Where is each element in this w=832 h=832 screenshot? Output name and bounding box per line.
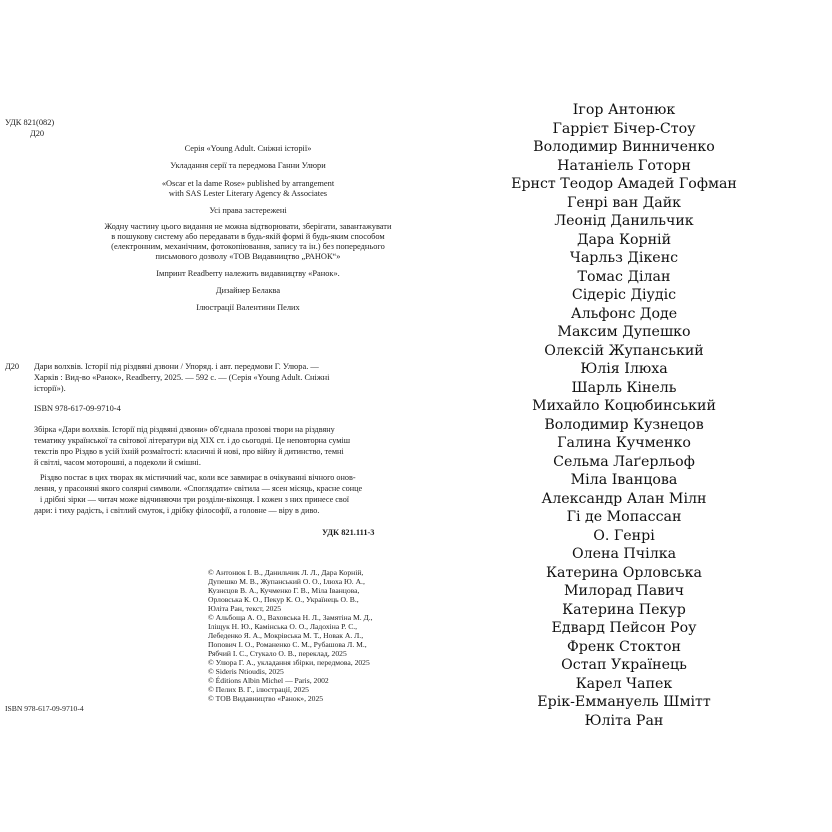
credit-line: © Альбоща А. О., Ваховська Н. Л., Замятіна М. Д., xyxy=(208,613,373,622)
annotation-line: Різдво постає в цих творах як містичний час, коли все завмирає в очікуванні вічного онов- xyxy=(40,473,356,482)
compiler-line: Укладання серії та передмова Ганни Улюри xyxy=(170,161,326,170)
catalog-line: історії»). xyxy=(34,384,66,393)
author-name: Михайло Коцюбинський xyxy=(532,398,716,414)
copyright-line: письмового дозволу «ТОВ Видавництво „РАНОК“» xyxy=(155,252,341,261)
series-line: Серія «Young Adult. Сніжні історії» xyxy=(184,144,312,153)
author-name: Сельма Лаґерльоф xyxy=(553,453,695,470)
credit-line: © Éditions Albin Michel — Paris, 2002 xyxy=(208,676,329,685)
credit-line: Рябчий І. С., Стукало О. В., переклад, 2025 xyxy=(208,649,347,658)
annotation-line: Збірка «Дари волхвів. Історії під різдвяні дзвони» об'єднала прозові твори на різдвяну xyxy=(34,425,335,434)
udc-bottom: УДК 821.111-3 xyxy=(322,528,375,537)
author-name: Міла Іванцова xyxy=(570,472,678,488)
credit-line: Лебеденко Я. А., Мокрівська М. Т., Новак А. Л., xyxy=(208,631,364,640)
author-name: Максим Дупешко xyxy=(557,324,691,340)
credit-line: Дупешко М. В., Жупанський О. О., Ілюха Ю. А., xyxy=(208,577,365,586)
isbn-line: ISBN 978-617-09-9710-4 xyxy=(34,404,121,413)
author-name: Генрі ван Дайк xyxy=(566,194,682,211)
credit-line: © Пелих В. Г., ілюстрації, 2025 xyxy=(208,685,309,694)
annotation-line: і дрібні зірки — читач може відчиняючи три розділи-віконця. І кожен з них принесе свої xyxy=(40,495,350,504)
isbn-bottom: ISBN 978-617-09-9710-4 xyxy=(5,704,84,713)
annotation-line: лення, у прасоняні якого солярні символи. «Споглядати» світила — ясен місяць, красне сонце xyxy=(34,484,363,493)
author-sign: Д20 xyxy=(5,362,20,371)
illustrations-line: Ілюстрації Валентини Пелих xyxy=(196,303,300,312)
author-name: Ерік-Еммануель Шмітт xyxy=(537,694,711,710)
author-name: Гі де Мопассан xyxy=(566,509,682,525)
author-name: Леонід Данильчик xyxy=(554,213,694,229)
author-name: Едвард Пейсон Роу xyxy=(551,620,697,636)
credit-line: Попович І. О., Романенко С. М., Рубашова Л. М., xyxy=(208,640,367,649)
author-name: Александр Алан Мілн xyxy=(541,490,707,507)
copyright-line: в пошукову систему або передавати в будь-якій формі й будь-яким способом xyxy=(111,232,385,241)
author-name: Сідеріс Діудіс xyxy=(571,287,677,303)
right-page xyxy=(416,0,832,832)
annotation-line: й світлі, часом моторошні, а подеколи й смішні. xyxy=(34,458,201,467)
author-name: Олексій Жупанський xyxy=(544,342,704,359)
author-name: Альфонс Доде xyxy=(570,305,678,322)
author-list xyxy=(416,101,832,730)
author-name: О. Генрі xyxy=(593,527,655,544)
author-name: Натаніель Готорн xyxy=(557,157,691,174)
rights-line: Усі права застережені xyxy=(209,206,287,215)
author-name: Катерина Орловська xyxy=(546,564,702,581)
catalog-line: Дари волхвів. Історії під різдвяні дзвони / Упоряд. і авт. передмови Г. Улюра. — xyxy=(34,362,319,371)
udc-top: УДК 821(082) xyxy=(5,118,55,127)
author-name: Гаррієт Бічер-Стоу xyxy=(552,120,696,137)
oscar-line-2: with SAS Lester Literary Agency & Associates xyxy=(168,189,328,198)
author-name: Ігор Антонюк xyxy=(572,102,676,118)
author-name: Френк Стоктон xyxy=(566,638,682,655)
credit-line: © Антонюк І. В., Данильчик Л. Л., Дара Корній, xyxy=(208,568,364,577)
credit-line: Іліщук Н. Ю., Камінська О. О., Ладохіна Р. С., xyxy=(208,622,358,631)
oscar-line-1: «Oscar et la dame Rose» published by arrangement xyxy=(161,179,335,188)
credit-line: © Улюра Г. А., укладання збірки, передмова, 2025 xyxy=(208,658,370,667)
author-name: Катерина Пекур xyxy=(562,601,686,618)
author-name: Володимир Кузнецов xyxy=(544,416,704,433)
annotation-line: текстів про Різдво в усій їхній розмаїтості: класичні й нові, про війну й дитинство, темні xyxy=(34,447,344,456)
author-name: Томас Ділан xyxy=(577,268,671,285)
copyright-line: Жодну частину цього видання не можна відтворювати, зберігати, завантажувати xyxy=(104,222,392,231)
credit-line: Орловська К. О., Пекур К. О., Українець О. В., xyxy=(208,595,359,604)
author-name: Милорад Павич xyxy=(564,583,684,599)
catalog-line: Харків : Вид-во «Ранок», Readberry, 2025. — 592 с. — (Серія «Young Adult. Сніжні xyxy=(34,373,330,382)
author-name: Шарль Кінель xyxy=(571,379,677,396)
author-name: Дара Корній xyxy=(576,231,672,248)
credit-line: Кузнєцов В. А., Кучменко Г. В., Міла Іванцова, xyxy=(208,586,360,595)
author-name: Галина Кучменко xyxy=(557,435,691,451)
author-name: Ернст Теодор Амадей Гофман xyxy=(511,176,737,192)
author-name: Юліта Ран xyxy=(584,712,664,729)
imprint-line: Імпринт Readberry належить видавництву «Ранок». xyxy=(156,269,340,278)
annotation-line: тематику української та світової літератури від XIX ст. і до сьогодні. Це неповторна суміш xyxy=(34,436,351,445)
author-name: Олена Пчілка xyxy=(571,546,677,562)
annotation-line: дари: і тиху радість, і світлий смуток, і дрібку філософії, а головне — віру в диво. xyxy=(34,506,320,515)
designer-line: Дизайнер Белаква xyxy=(215,286,281,295)
credit-line: © ТОВ Видавництво «Ранок», 2025 xyxy=(208,694,324,703)
credit-line: Юліта Ран, текст, 2025 xyxy=(208,604,282,613)
author-name: Володимир Винниченко xyxy=(533,139,715,155)
credit-line: © Sideris Ntioudis, 2025 xyxy=(208,667,284,676)
author-sign-top: Д20 xyxy=(30,129,45,138)
author-name: Остап Українець xyxy=(561,657,687,673)
author-name: Чарльз Дікенс xyxy=(569,250,679,266)
copyright-line: (електронним, механічним, фотокопіювання, запису та ін.) без попереднього xyxy=(111,242,385,251)
author-name: Карел Чапек xyxy=(575,675,673,692)
author-name: Юлія Ілюха xyxy=(580,361,668,377)
